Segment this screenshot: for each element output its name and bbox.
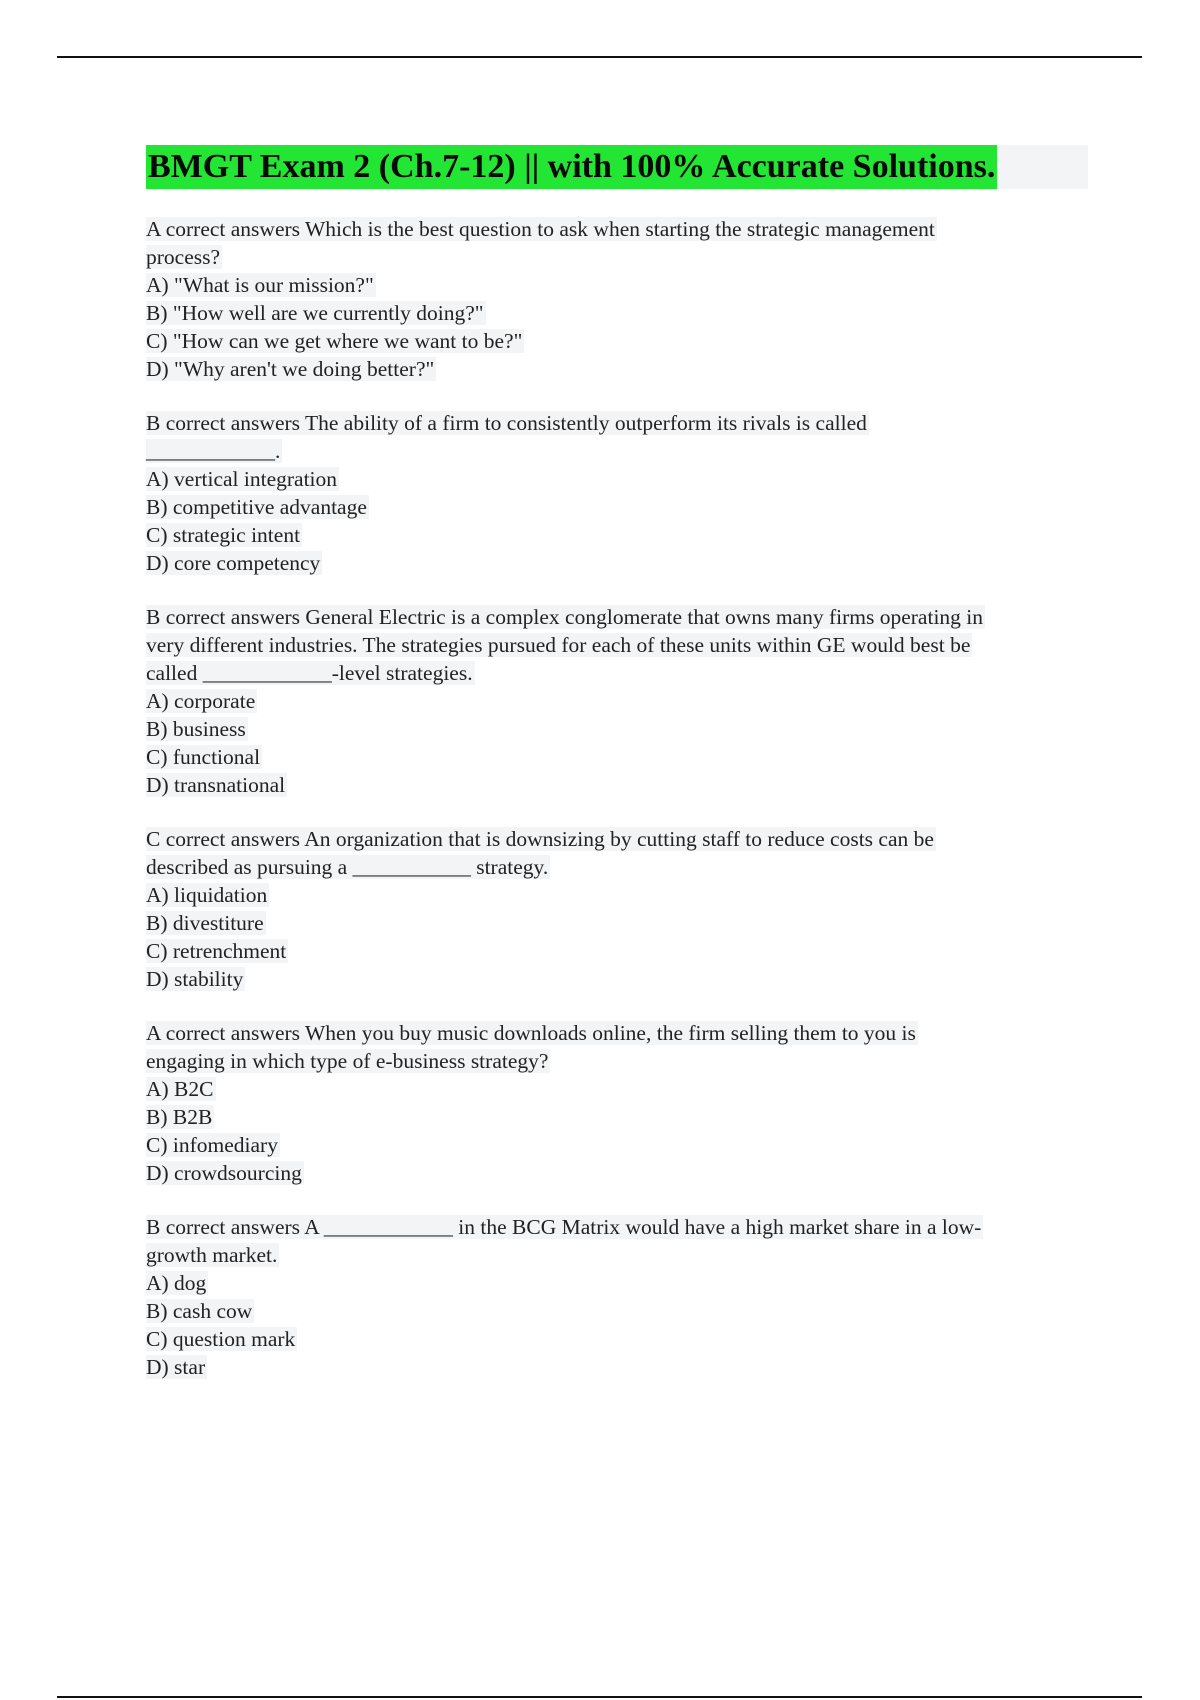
answer-option: C) strategic intent (146, 523, 301, 547)
answer-option: C) infomediary (146, 1133, 278, 1157)
answer-option: D) core competency (146, 551, 321, 575)
answer-option: B) cash cow (146, 1299, 253, 1323)
answer-option: D) "Why aren't we doing better?" (146, 357, 435, 381)
question-text: very different industries. The strategies pursued for each of these units within GE would best be (146, 633, 971, 657)
question-text: process? (146, 245, 221, 269)
answer-option: B) B2B (146, 1105, 213, 1129)
question-block (146, 409, 1092, 577)
answer-option: A) vertical integration (146, 467, 338, 491)
question-text: B correct answers The ability of a firm to consistently outperform its rivals is called (146, 411, 867, 435)
question-text: C correct answers An organization that is downsizing by cutting staff to reduce costs can be (146, 827, 934, 851)
answer-option: D) stability (146, 967, 244, 991)
bottom-rule (57, 1696, 1142, 1698)
answer-option: B) business (146, 717, 246, 741)
answer-option: C) "How can we get where we want to be?" (146, 329, 523, 353)
question-text: described as pursuing a ___________ strategy. (146, 855, 549, 879)
question-text: ____________. (146, 439, 281, 463)
document-title: BMGT Exam 2 (Ch.7-12) || with 100% Accurate Solutions. (146, 145, 997, 189)
question-block (146, 215, 1092, 383)
question-text: B correct answers A ____________ in the BCG Matrix would have a high market share in a low- (146, 1215, 982, 1239)
title-band (146, 145, 1088, 189)
question-text: engaging in which type of e-business strategy? (146, 1049, 549, 1073)
question-text: B correct answers General Electric is a complex conglomerate that owns many firms operating in (146, 605, 984, 629)
answer-option: B) "How well are we currently doing?" (146, 301, 484, 325)
document-body (146, 145, 1092, 1407)
answer-option: D) crowdsourcing (146, 1161, 302, 1185)
answer-option: A) dog (146, 1271, 207, 1295)
answer-option: C) retrenchment (146, 939, 287, 963)
question-text: A correct answers When you buy music downloads online, the firm selling them to you is (146, 1021, 916, 1045)
question-text: A correct answers Which is the best question to ask when starting the strategic management (146, 217, 935, 241)
question-block (146, 1019, 1092, 1187)
answer-option: D) transnational (146, 773, 286, 797)
question-block (146, 603, 1092, 799)
answer-option: B) divestiture (146, 911, 264, 935)
question-block (146, 1213, 1092, 1381)
answer-option: A) liquidation (146, 883, 268, 907)
answer-option: D) star (146, 1355, 206, 1379)
answer-option: B) competitive advantage (146, 495, 367, 519)
answer-option: A) B2C (146, 1077, 214, 1101)
top-rule (57, 56, 1142, 58)
question-text: called ____________-level strategies. (146, 661, 473, 685)
answer-option: C) functional (146, 745, 261, 769)
answer-option: C) question mark (146, 1327, 296, 1351)
question-block (146, 825, 1092, 993)
question-text: growth market. (146, 1243, 278, 1267)
answer-option: A) "What is our mission?" (146, 273, 374, 297)
answer-option: A) corporate (146, 689, 256, 713)
